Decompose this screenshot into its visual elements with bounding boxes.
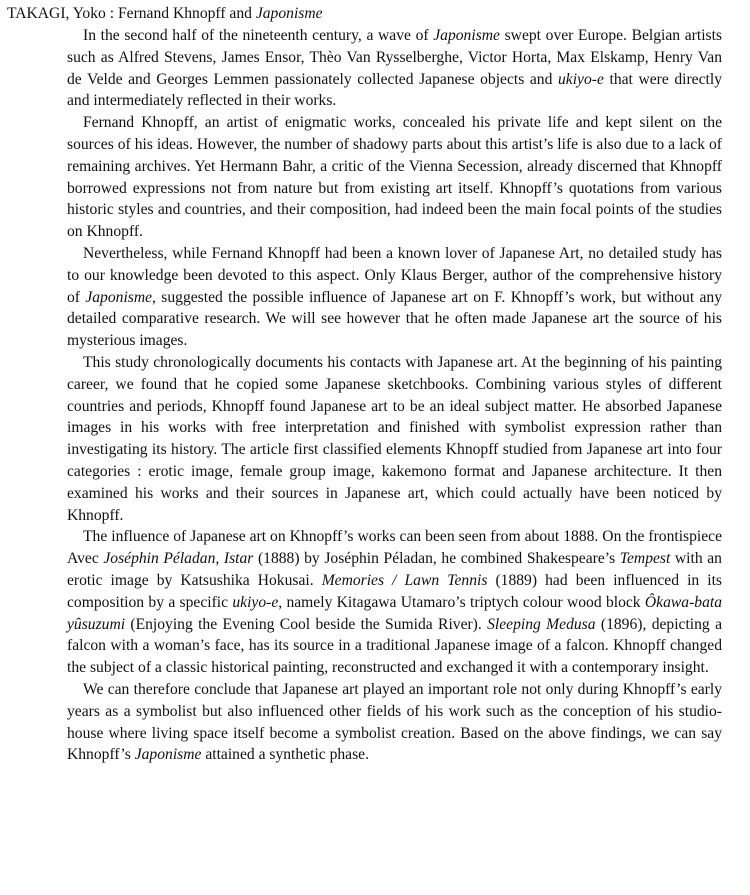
text-run: Fernand Khnopff, an artist of enigmatic works, concealed his private life and kept silent on the sources of his ideas. However, the number of shadowy parts about this artist’s life is also due to a lack of remaining archives. Yet Hermann Bahr, a critic of the Vienna Secession, already discerned that Khnopff borrowed expressions not from nature but from existing art itself. Khnopff’s quotations from various historic styles and countries, and their composition, had indeed been the main focal points of the studies on Khnopff.: [67, 114, 722, 241]
text-run: attained a synthetic phase.: [201, 746, 369, 764]
text-run: that were directly and intermediately reflected in their works.: [67, 70, 722, 110]
article-title-italic: Japonisme: [255, 5, 323, 22]
italic-text: Joséphin Péladan, Istar: [103, 550, 254, 568]
italic-text: ukiyo-e: [232, 593, 279, 611]
text-run: Nevertheless, while Fernand Khnopff had been a known lover of Japanese Art, no detailed study has to our knowledge been devoted to this aspect. Only Klaus Berger, author of the comprehensive history of: [67, 244, 722, 306]
article-title: Fernand Khnopff and Japonisme: [117, 5, 323, 22]
abstract-paragraph: [67, 243, 722, 352]
italic-text: Memories / Lawn Tennis: [321, 571, 488, 589]
text-run: In the second half of the nineteenth century, a wave of: [83, 27, 434, 44]
text-run: , suggested the possible influence of Japanese art on F. Khnopff’s work, but without any detailed comparative research. We will see however that he often made Japanese art the source of his mysterious images.: [67, 288, 723, 350]
text-run: (Enjoying the Evening Cool beside the Sumida River).: [125, 615, 488, 633]
article-heading: [7, 3, 722, 25]
text-run: This study chronologically documents his contacts with Japanese art. At the beginning of his painting career, we found that he copied some Japanese sketchbooks. Combining various styles of different countries and periods, Khnopff found Japanese art to be an ideal subject matter. He absorbed Japanese images in his works with free interpretation and finished with symbolist expression rather than investigating its history. The article first classified elements Khnopff studied from Japanese art into four categories : erotic image, female group image, kakemono format and Japanese architecture. It then examined his works and their sources in Japanese art, which could actually have been noticed by Khnopff.: [67, 353, 722, 524]
abstract-paragraph: [67, 352, 722, 526]
italic-text: Tempest: [619, 550, 671, 568]
abstract-paragraph: [67, 25, 722, 112]
text-run: The influence of Japanese art on Khnopff’s works can been seen from about 1888. On the frontispiece Avec: [67, 528, 722, 568]
abstract-paragraph: [67, 112, 722, 243]
italic-text: ukiyo-e: [558, 70, 604, 88]
italic-text: Sleeping Medusa: [487, 615, 596, 633]
text-run: , namely Kitagawa Utamaro’s triptych colour wood block: [278, 593, 645, 611]
abstract-paragraph: [67, 526, 722, 679]
text-run: We can therefore conclude that Japanese art played an important role not only during Khnopff’s early years as a symbolist but also influenced other fields of his work such as the conception of his studio-house where living space itself become a symbolist creation. Based on the above findings, we can say Khnopff’s: [67, 680, 722, 764]
text-run: (1889) had been influenced in its composition by a specific: [67, 571, 722, 611]
italic-text: Japonisme: [85, 288, 153, 306]
text-run: (1896), depicting a falcon with a woman’s face, has its source in a traditional Japanese image of a falcon. Khnopff changed the subject of a classic historical painting, reconstructed and exchanged it with a contemporary insight.: [67, 615, 722, 677]
text-run: with an erotic image by Katsushika Hokusai.: [67, 550, 722, 589]
text-run: (1888) by Joséphin Péladan, he combined Shakespeare’s: [253, 550, 620, 568]
abstract-paragraph: [67, 679, 722, 766]
text-run: swept over Europe. Belgian artists such as Alfred Stevens, James Ensor, Thèo Van Rysselberghe, Victor Horta, Max Elskamp, Henry Van de Velde and Georges Lemmen passionately collected Japanese objects and: [67, 27, 722, 88]
italic-text: Ôkawa-bata yûsuzumi: [67, 593, 722, 633]
author-name: TAKAGI, Yoko :: [7, 5, 115, 22]
abstract-body: [67, 25, 722, 766]
italic-text: Japonisme: [433, 27, 500, 44]
italic-text: Japonisme: [134, 746, 202, 764]
